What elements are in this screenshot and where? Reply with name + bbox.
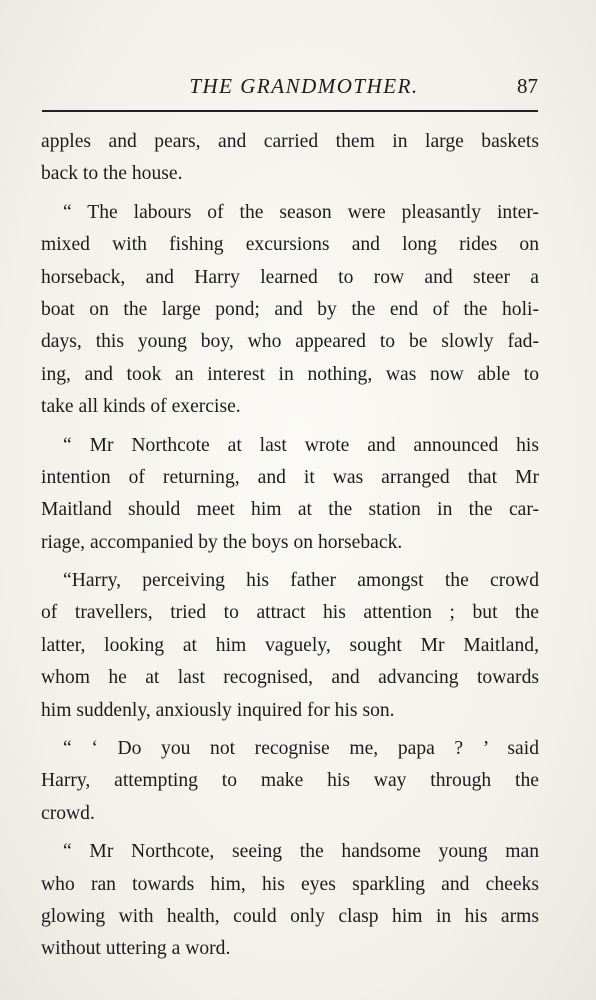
page-number: 87 (517, 74, 538, 98)
text-line: crowd. (41, 802, 95, 824)
text-line: who ran towards him, his eyes sparkling and cheeks (41, 873, 539, 895)
text-line: intention of returning, and it was arranged that Mr (41, 466, 539, 488)
paragraph (41, 126, 539, 191)
running-title: THE GRANDMOTHER. (189, 74, 419, 98)
text-line: apples and pears, and carried them in large baskets (41, 131, 539, 152)
text-line: Harry, attempting to make his way through the (41, 770, 539, 792)
text-line: “ Mr Northcote, seeing the handsome young man (63, 841, 539, 863)
text-line: boat on the large pond; and by the end of the holi- (41, 298, 539, 320)
text-line: Maitland should meet him at the station in the car- (41, 499, 539, 521)
text-line: “ ‘ Do you not recognise me, papa ? ’ said (63, 738, 539, 760)
text-line: “ Mr Northcote at last wrote and announced his (63, 434, 539, 456)
text-line: mixed with fishing excursions and long rides on (41, 234, 539, 256)
text-line: horseback, and Harry learned to row and steer a (41, 266, 539, 288)
running-head (0, 72, 596, 102)
text-line: riage, accompanied by the boys on horseback. (41, 531, 403, 553)
text-line: glowing with health, could only clasp him in his arms (41, 905, 539, 927)
text-line: days, this young boy, who appeared to be slowly fad- (41, 331, 539, 353)
text-line: “Harry, perceiving his father amongst the crowd (63, 570, 539, 592)
text-line: take all kinds of exercise. (41, 396, 241, 418)
paragraph (41, 565, 539, 727)
paragraph (41, 836, 539, 966)
paragraph (41, 430, 539, 560)
text-line: latter, looking at him vaguely, sought Mr Maitland, (41, 634, 539, 656)
text-line: whom he at last recognised, and advancing towards (41, 667, 539, 689)
paragraph (41, 197, 539, 424)
body-text (41, 126, 539, 966)
header-rule (42, 110, 538, 112)
text-line: “ The labours of the season were pleasantly inter- (63, 201, 539, 223)
text-line: ing, and took an interest in nothing, was now able to (41, 363, 539, 385)
text-line: back to the house. (41, 163, 183, 185)
paragraph (41, 733, 539, 830)
text-line: without uttering a word. (41, 938, 231, 960)
text-line: him suddenly, anxiously inquired for his son. (41, 699, 395, 721)
text-line: of travellers, tried to attract his attention ; but the (41, 602, 539, 624)
